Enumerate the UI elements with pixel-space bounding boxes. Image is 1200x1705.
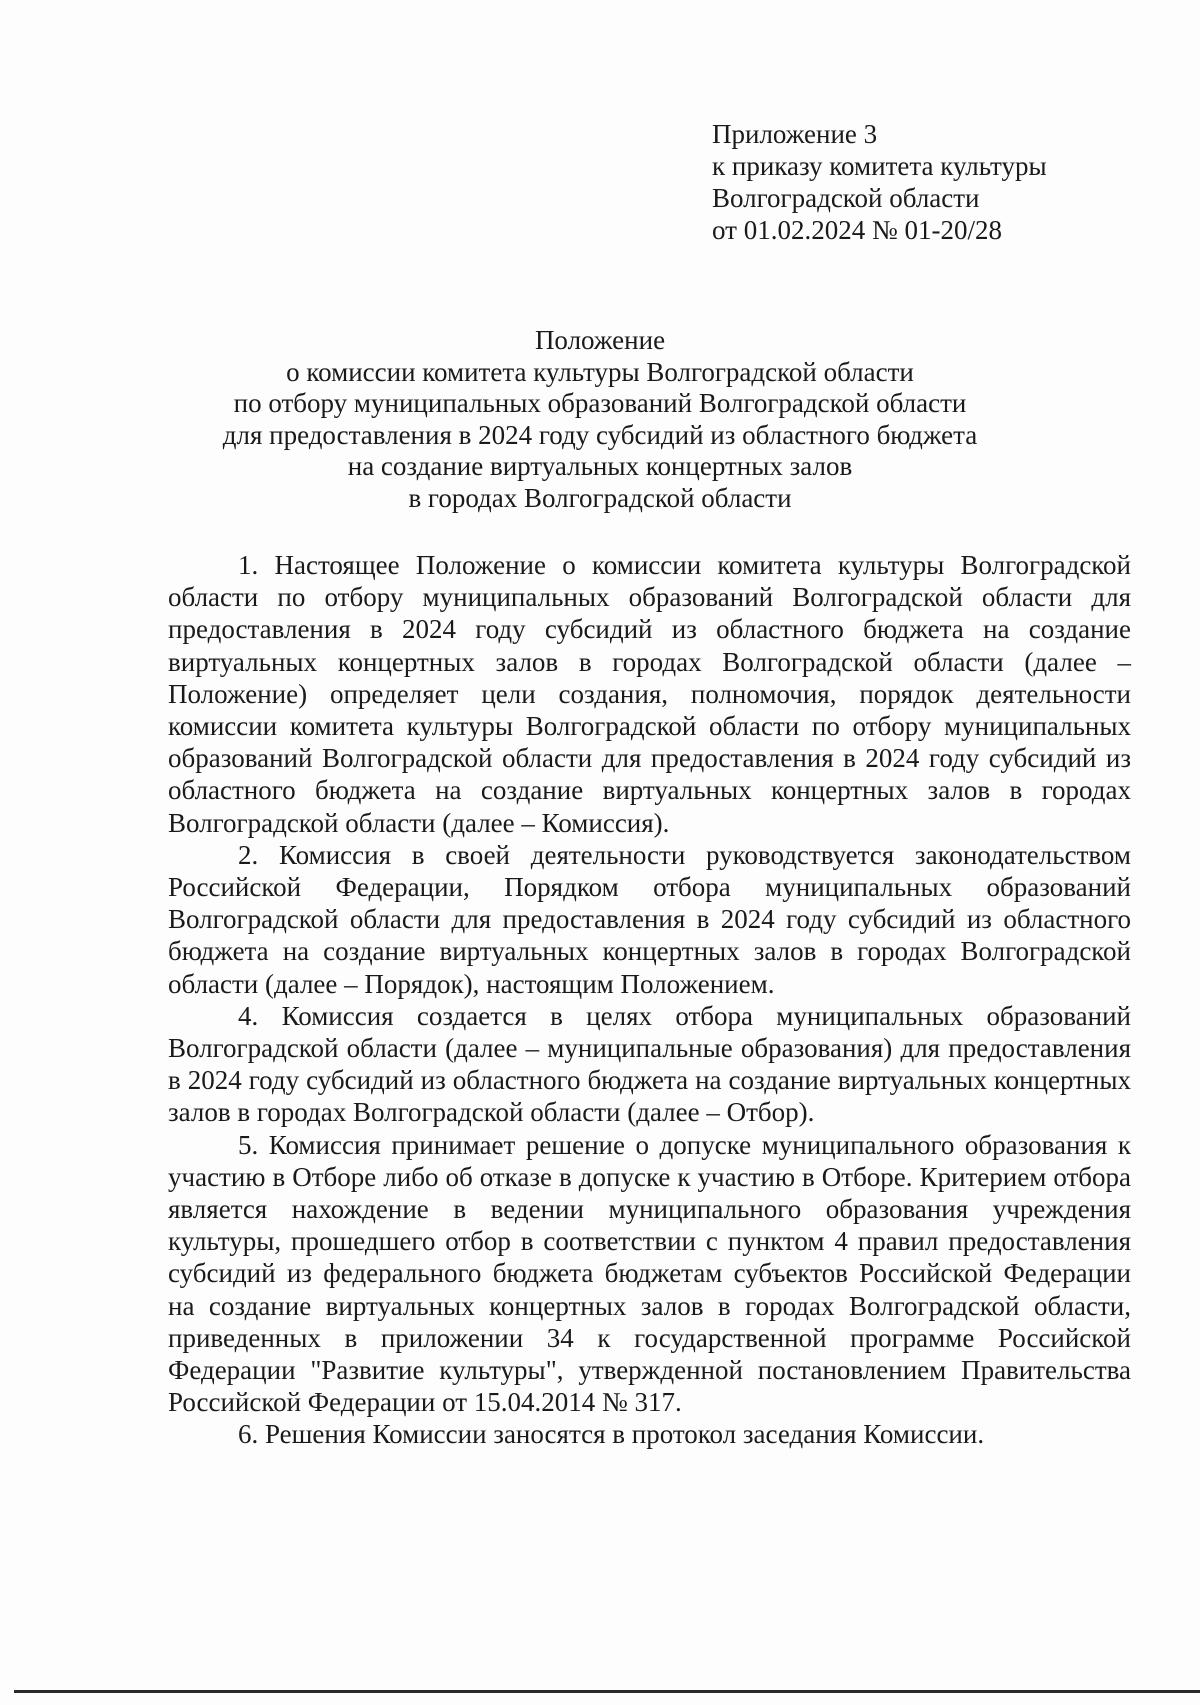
title-line: в городах Волгоградской области (408, 482, 792, 513)
title-line: на создание виртуальных концертных залов (347, 451, 853, 481)
document-body (168, 549, 1131, 1451)
appendix-order-date: от 01.02.2024 № 01-20/28 (712, 215, 1002, 245)
paragraph-2: 2. Комиссия в своей деятельности руководствуется законодательством Российской Федерации, Порядком отбора муниципальных образований Волгоградской области для предоставления в 2024 году субсидий из областного бюджета на создание виртуальных концертных залов в городах Волгоградской области (далее – Порядок), настоящим Положением. (168, 839, 1131, 999)
title-line: о комиссии комитета культуры Волгоградской области (286, 356, 914, 387)
scan-bottom-edge (14, 1690, 1200, 1693)
document-title (0, 325, 1200, 514)
paragraph-1: 1. Настоящее Положение о комиссии комитета культуры Волгоградской области по отбору муниципальных образований Волгоградской области для предоставления в 2024 году субсидий из областного бюджета на создание виртуальных концертных залов в городах Волгоградской области (далее – Положение) определяет цели создания, полномочия, порядок деятельности комиссии комитета культуры Волгоградской области по отбору муниципальных образований Волгоградской области для предоставления в 2024 году субсидий из областного бюджета на создание виртуальных концертных залов в городах Волгоградской области (далее – Комиссия). (168, 550, 1131, 838)
appendix-order-ref: к приказу комитета культуры (712, 151, 1047, 181)
paragraph-5: 5. Комиссия принимает решение о допуске муниципального образования к участию в Отборе либо об отказе в допуске к участию в Отборе. Критерием отбора является нахождение в ведении муниципального образования учреждения культуры, прошедшего отбор в соответствии с пунктом 4 правил предоставления субсидий из федерального бюджета бюджетам субъектов Российской Федерации на создание виртуальных концертных залов в городах Волгоградской области, приведенных в приложении 34 к государственной программе Российской Федерации "Развитие культуры", утвержденной постановлением Правительства Российской Федерации от 15.04.2014 № 317. (168, 1129, 1131, 1418)
paragraph-6: 6. Решения Комиссии заносятся в протокол заседания Комиссии. (238, 1419, 985, 1450)
paragraph-4: 4. Комиссия создается в целях отбора муниципальных образований Волгоградской области (далее – муниципальные образования) для предоставления в 2024 году субсидий из областного бюджета на создание виртуальных концертных залов в городах Волгоградской области (далее – Отбор). (168, 1000, 1131, 1128)
appendix-header (712, 118, 1047, 246)
title-line: по отбору муниципальных образований Волгоградской области (233, 388, 967, 418)
title-line: Положение (534, 325, 666, 355)
title-line: для предоставления в 2024 году субсидий из областного бюджета (222, 419, 978, 450)
appendix-region: Волгоградской области (712, 183, 980, 213)
appendix-number: Приложение 3 (712, 119, 878, 149)
